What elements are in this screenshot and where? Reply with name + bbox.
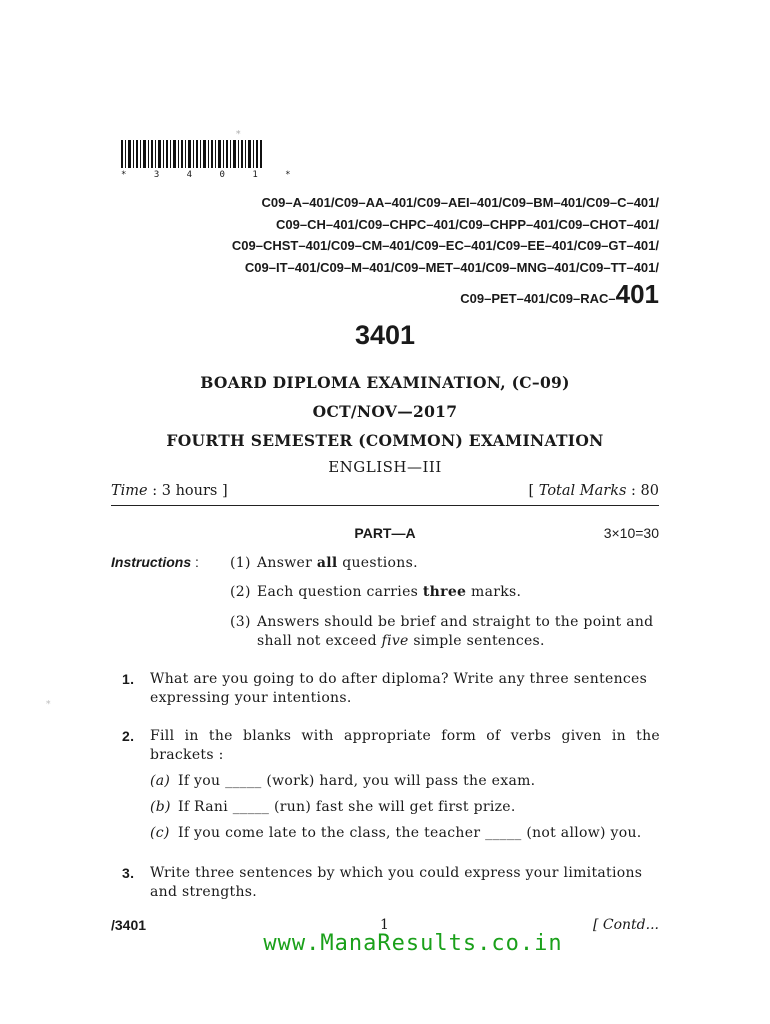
course-codes <box>232 192 659 310</box>
footer-code: /3401 <box>111 917 147 933</box>
exam-semester: FOURTH SEMESTER (COMMON) EXAMINATION <box>166 431 604 450</box>
continued-note: [ Contd... <box>592 917 659 933</box>
course-code-prefix: C09–PET–401/C09–RAC– <box>460 291 616 306</box>
exam-title: BOARD DIPLOMA EXAMINATION, (C–09) <box>200 373 570 392</box>
course-code-line-last <box>232 279 659 310</box>
course-code-big: 401 <box>615 279 659 309</box>
instruction-item: (1) Answer all questions. <box>230 555 418 571</box>
question-2-sub: (a) If you _____ (work) hard, you will pass the exam. <box>150 773 536 789</box>
question-2-sub: (c) If you come late to the class, the teacher _____ (not allow) you. <box>150 825 642 841</box>
course-code-line: C09–IT–401/C09–M–401/C09–MET–401/C09–MNG–401/C09–TT–401/ <box>244 259 659 275</box>
course-code-line: C09–CH–401/C09–CHPC–401/C09–CHPP–401/C09–CHOT–401/ <box>276 216 659 232</box>
barcode-image <box>121 140 263 168</box>
question-1: 1. What are you going to do after diploma? Write any three sentences expressing your intentions. <box>122 671 648 706</box>
barcode-digits: * 3 4 0 1 * <box>121 170 302 180</box>
time-info: Time : 3 hours ] <box>111 483 228 499</box>
part-title: PART—A <box>354 525 416 541</box>
marks-info: [ Total Marks : 80 <box>528 483 659 499</box>
exam-subject: ENGLISH—III <box>328 458 442 476</box>
website-watermark: www.ManaResults.co.in <box>263 931 563 956</box>
part-marks: 3×10=30 <box>603 525 659 541</box>
question-3: 3. Write three sentences by which you could express your limitations and strengths. <box>122 865 643 900</box>
instruction-item: (3) Answers should be brief and straight to the point and shall not exceed five simple sentences. <box>230 614 654 649</box>
divider <box>111 505 659 506</box>
course-code-line: C09–CHST–401/C09–CM–401/C09–EC–401/C09–EE–401/C09–GT–401/ <box>231 238 659 253</box>
exam-meta <box>111 483 659 499</box>
instructions-label: Instructions : <box>111 554 199 570</box>
paper-number: 3401 <box>354 320 416 350</box>
page-number: 1 <box>380 917 389 933</box>
instruction-item: (2) Each question carries three marks. <box>230 584 522 600</box>
scan-mark: * <box>46 700 51 710</box>
question-2-sub: (b) If Rani _____ (run) fast she will get first prize. <box>150 799 516 815</box>
question-2: 2. Fill in the blanks with appropriate form of verbs given in the brackets : <box>122 728 660 763</box>
scan-mark: * <box>236 130 241 140</box>
exam-session: OCT/NOV—2017 <box>312 402 458 421</box>
course-code-line: C09–A–401/C09–AA–401/C09–AEI–401/C09–BM–401/C09–C–401/ <box>261 195 659 210</box>
